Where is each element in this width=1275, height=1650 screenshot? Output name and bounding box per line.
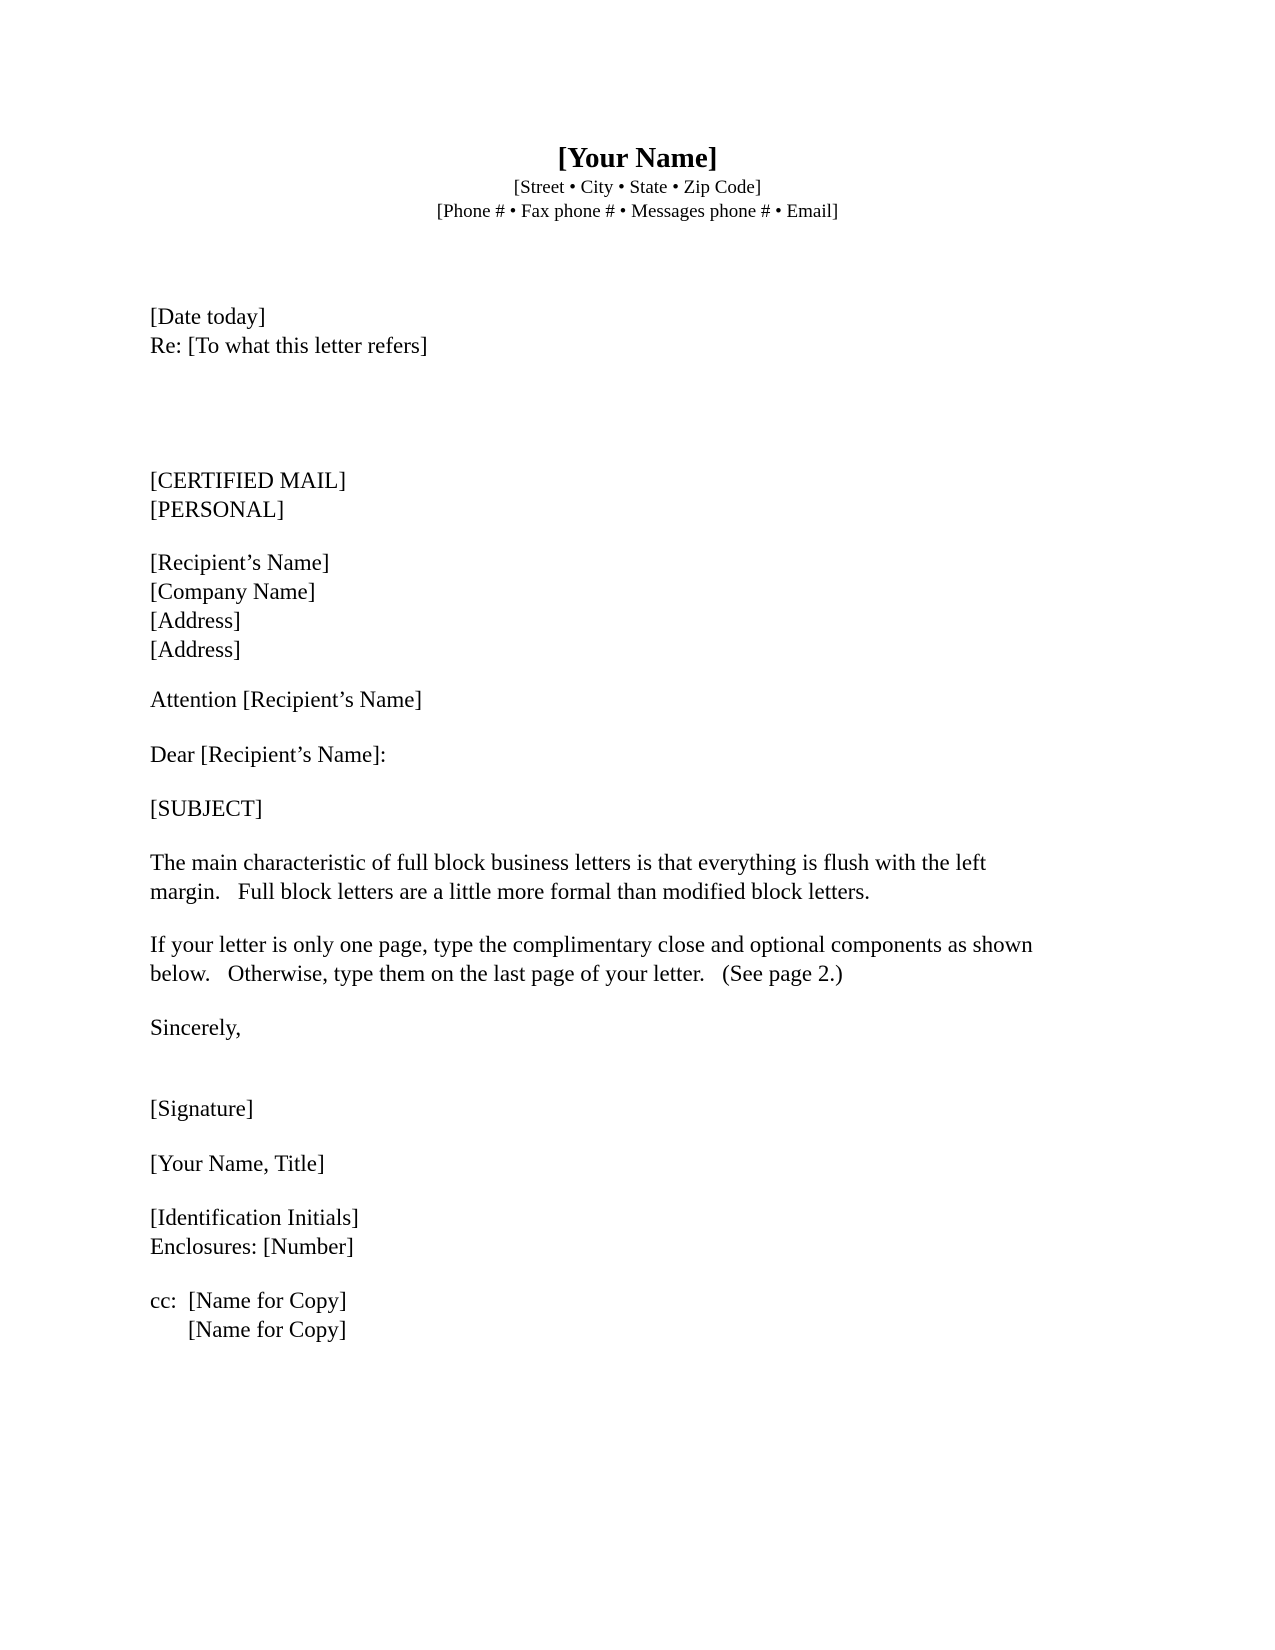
recipient-name: [Recipient’s Name] — [150, 550, 330, 575]
identification-initials: [Identification Initials] — [150, 1205, 359, 1230]
sender-address: [Street • City • State • Zip Code] — [513, 177, 762, 198]
signer-name-title: [Your Name, Title] — [150, 1151, 325, 1176]
reference-line: Re: [To what this letter refers] — [150, 333, 428, 358]
paragraph-1-line-1: The main characteristic of full block business letters is that everything is flush with the left — [150, 850, 987, 875]
letterhead — [0, 140, 1275, 224]
recipient-address-line: [Address] — [150, 608, 241, 633]
personal-notation: [PERSONAL] — [150, 497, 285, 522]
sender-name: [Your Name] — [557, 142, 718, 174]
recipient-address-line: [Address] — [150, 637, 241, 662]
recipient-address-block — [150, 548, 1110, 664]
signature-block — [150, 1094, 1110, 1123]
notations-block — [150, 466, 1110, 524]
attention-text: Attention [Recipient’s Name] — [150, 687, 423, 712]
complimentary-close — [150, 1013, 1110, 1042]
recipient-company: [Company Name] — [150, 579, 316, 604]
sender-contact: [Phone # • Fax phone # • Messages phone # • Email] — [436, 201, 839, 222]
attention-line — [150, 685, 1110, 714]
closing-text: Sincerely, — [150, 1015, 242, 1040]
cc-block — [150, 1286, 1110, 1344]
body-paragraph-1 — [150, 848, 1110, 906]
enclosure-block — [150, 1203, 1110, 1261]
cc-line-1: cc: [Name for Copy] — [150, 1288, 347, 1313]
signer-block — [150, 1149, 1110, 1178]
letter-date: [Date today] — [150, 304, 266, 329]
signature-placeholder: [Signature] — [150, 1096, 254, 1121]
cc-line-2: [Name for Copy] — [188, 1317, 347, 1342]
body-paragraph-2 — [150, 930, 1110, 988]
paragraph-1-line-2: margin. Full block letters are a little more formal than modified block letters. — [150, 879, 871, 904]
subject-text: [SUBJECT] — [150, 796, 263, 821]
paragraph-2-line-2: below. Otherwise, type them on the last page of your letter. (See page 2.) — [150, 961, 843, 986]
salutation-text: Dear [Recipient’s Name]: — [150, 742, 387, 767]
paragraph-2-line-1: If your letter is only one page, type the complimentary close and optional components as shown — [150, 932, 1033, 957]
salutation — [150, 740, 1110, 769]
enclosures-line: Enclosures: [Number] — [150, 1234, 354, 1259]
date-block — [150, 302, 1110, 360]
certified-mail-notation: [CERTIFIED MAIL] — [150, 468, 347, 493]
subject-line — [150, 794, 1110, 823]
